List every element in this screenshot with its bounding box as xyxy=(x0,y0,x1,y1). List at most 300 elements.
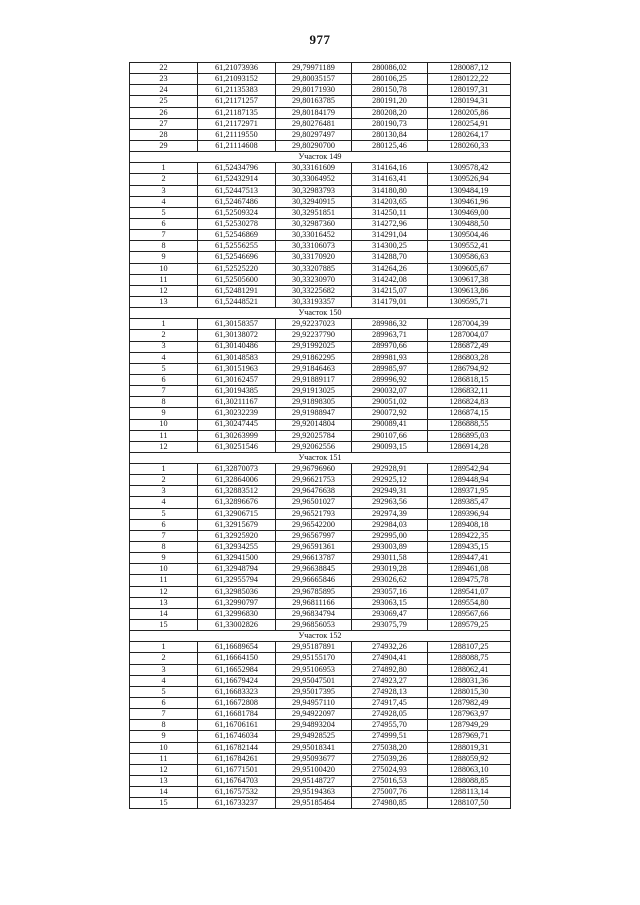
longitude-cell: 29,96638845 xyxy=(276,564,352,575)
latitude-cell: 61,21171257 xyxy=(198,96,276,107)
longitude-cell: 29,91898305 xyxy=(276,397,352,408)
point-number-cell: 3 xyxy=(130,664,198,675)
y-coordinate-cell: 1309504,46 xyxy=(428,230,511,241)
x-coordinate-cell: 293057,16 xyxy=(352,586,428,597)
point-number-cell: 13 xyxy=(130,296,198,307)
point-number-cell: 14 xyxy=(130,608,198,619)
longitude-cell: 30,32983793 xyxy=(276,185,352,196)
x-coordinate-cell: 293019,28 xyxy=(352,564,428,575)
longitude-cell: 29,96856053 xyxy=(276,620,352,631)
latitude-cell: 61,21114608 xyxy=(198,140,276,151)
latitude-cell: 61,21093152 xyxy=(198,74,276,85)
y-coordinate-cell: 1309461,96 xyxy=(428,196,511,207)
y-coordinate-cell: 1288019,31 xyxy=(428,742,511,753)
table-row xyxy=(130,163,511,174)
y-coordinate-cell: 1289475,78 xyxy=(428,575,511,586)
latitude-cell: 61,52448521 xyxy=(198,296,276,307)
y-coordinate-cell: 1288015,30 xyxy=(428,686,511,697)
latitude-cell: 61,32941500 xyxy=(198,553,276,564)
y-coordinate-cell: 1280260,33 xyxy=(428,140,511,151)
longitude-cell: 29,79971189 xyxy=(276,63,352,74)
point-number-cell: 28 xyxy=(130,129,198,140)
longitude-cell: 29,92237790 xyxy=(276,330,352,341)
y-coordinate-cell: 1288088,85 xyxy=(428,776,511,787)
point-number-cell: 9 xyxy=(130,731,198,742)
point-number-cell: 23 xyxy=(130,74,198,85)
table-row xyxy=(130,341,511,352)
longitude-cell: 30,33230970 xyxy=(276,274,352,285)
x-coordinate-cell: 293003,89 xyxy=(352,542,428,553)
x-coordinate-cell: 314288,70 xyxy=(352,252,428,263)
table-row xyxy=(130,497,511,508)
longitude-cell: 30,33064952 xyxy=(276,174,352,185)
point-number-cell: 15 xyxy=(130,620,198,631)
y-coordinate-cell: 1289448,94 xyxy=(428,475,511,486)
latitude-cell: 61,32915679 xyxy=(198,519,276,530)
point-number-cell: 5 xyxy=(130,508,198,519)
latitude-cell: 61,30162457 xyxy=(198,374,276,385)
longitude-cell: 29,92237023 xyxy=(276,319,352,330)
x-coordinate-cell: 280150,78 xyxy=(352,85,428,96)
latitude-cell: 61,16784261 xyxy=(198,753,276,764)
point-number-cell: 9 xyxy=(130,553,198,564)
longitude-cell: 30,33106073 xyxy=(276,241,352,252)
table-row xyxy=(130,475,511,486)
table-row xyxy=(130,96,511,107)
point-number-cell: 27 xyxy=(130,118,198,129)
longitude-cell: 29,91862295 xyxy=(276,352,352,363)
y-coordinate-cell: 1289385,47 xyxy=(428,497,511,508)
table-row xyxy=(130,241,511,252)
y-coordinate-cell: 1289447,41 xyxy=(428,553,511,564)
latitude-cell: 61,32990797 xyxy=(198,597,276,608)
longitude-cell: 29,91846463 xyxy=(276,363,352,374)
table-row xyxy=(130,196,511,207)
table-row xyxy=(130,553,511,564)
point-number-cell: 12 xyxy=(130,441,198,452)
y-coordinate-cell: 1286914,28 xyxy=(428,441,511,452)
point-number-cell: 26 xyxy=(130,107,198,118)
longitude-cell: 29,95194363 xyxy=(276,787,352,798)
table-row xyxy=(130,731,511,742)
latitude-cell: 61,21119550 xyxy=(198,129,276,140)
x-coordinate-cell: 314264,26 xyxy=(352,263,428,274)
x-coordinate-cell: 289996,92 xyxy=(352,374,428,385)
longitude-cell: 29,95106953 xyxy=(276,664,352,675)
y-coordinate-cell: 1286832,11 xyxy=(428,386,511,397)
point-number-cell: 4 xyxy=(130,497,198,508)
y-coordinate-cell: 1286872,49 xyxy=(428,341,511,352)
point-number-cell: 10 xyxy=(130,263,198,274)
table-row xyxy=(130,586,511,597)
table-row xyxy=(130,296,511,307)
longitude-cell: 29,92014804 xyxy=(276,419,352,430)
table-row xyxy=(130,675,511,686)
latitude-cell: 61,21073936 xyxy=(198,63,276,74)
section-header-row xyxy=(130,308,511,319)
latitude-cell: 61,32985036 xyxy=(198,586,276,597)
latitude-cell: 61,52546869 xyxy=(198,230,276,241)
y-coordinate-cell: 1289435,15 xyxy=(428,542,511,553)
point-number-cell: 12 xyxy=(130,764,198,775)
latitude-cell: 61,30140486 xyxy=(198,341,276,352)
x-coordinate-cell: 290107,66 xyxy=(352,430,428,441)
table-row xyxy=(130,107,511,118)
x-coordinate-cell: 280106,25 xyxy=(352,74,428,85)
point-number-cell: 6 xyxy=(130,519,198,530)
latitude-cell: 61,52505600 xyxy=(198,274,276,285)
table-row xyxy=(130,230,511,241)
point-number-cell: 8 xyxy=(130,720,198,731)
longitude-cell: 29,96521793 xyxy=(276,508,352,519)
table-row xyxy=(130,386,511,397)
table-row xyxy=(130,720,511,731)
latitude-cell: 61,16689654 xyxy=(198,642,276,653)
table-row xyxy=(130,218,511,229)
point-number-cell: 5 xyxy=(130,686,198,697)
latitude-cell: 61,32896676 xyxy=(198,497,276,508)
latitude-cell: 61,16746034 xyxy=(198,731,276,742)
latitude-cell: 61,16683323 xyxy=(198,686,276,697)
point-number-cell: 10 xyxy=(130,564,198,575)
section-title: Участок 149 xyxy=(130,152,511,163)
y-coordinate-cell: 1289422,35 xyxy=(428,530,511,541)
table-row xyxy=(130,486,511,497)
latitude-cell: 61,32906715 xyxy=(198,508,276,519)
y-coordinate-cell: 1309526,94 xyxy=(428,174,511,185)
longitude-cell: 29,95187891 xyxy=(276,642,352,653)
longitude-cell: 29,96834794 xyxy=(276,608,352,619)
table-row xyxy=(130,129,511,140)
longitude-cell: 29,95017395 xyxy=(276,686,352,697)
x-coordinate-cell: 274923,27 xyxy=(352,675,428,686)
y-coordinate-cell: 1309617,38 xyxy=(428,274,511,285)
point-number-cell: 11 xyxy=(130,753,198,764)
point-number-cell: 1 xyxy=(130,464,198,475)
point-number-cell: 6 xyxy=(130,218,198,229)
longitude-cell: 29,96796960 xyxy=(276,464,352,475)
longitude-cell: 30,33170920 xyxy=(276,252,352,263)
table-row xyxy=(130,709,511,720)
point-number-cell: 13 xyxy=(130,597,198,608)
table-row xyxy=(130,530,511,541)
point-number-cell: 7 xyxy=(130,530,198,541)
y-coordinate-cell: 1309613,86 xyxy=(428,285,511,296)
longitude-cell: 29,80297497 xyxy=(276,129,352,140)
longitude-cell: 29,92062556 xyxy=(276,441,352,452)
table-row xyxy=(130,274,511,285)
latitude-cell: 61,16706161 xyxy=(198,720,276,731)
x-coordinate-cell: 293026,62 xyxy=(352,575,428,586)
table-row xyxy=(130,664,511,675)
latitude-cell: 61,21172971 xyxy=(198,118,276,129)
table-row xyxy=(130,653,511,664)
latitude-cell: 61,30211167 xyxy=(198,397,276,408)
table-row xyxy=(130,575,511,586)
y-coordinate-cell: 1280194,31 xyxy=(428,96,511,107)
point-number-cell: 25 xyxy=(130,96,198,107)
table-row xyxy=(130,441,511,452)
longitude-cell: 30,33225682 xyxy=(276,285,352,296)
latitude-cell: 61,52556255 xyxy=(198,241,276,252)
coordinates-table xyxy=(129,62,511,809)
x-coordinate-cell: 275007,76 xyxy=(352,787,428,798)
latitude-cell: 61,32948794 xyxy=(198,564,276,575)
latitude-cell: 61,16652984 xyxy=(198,664,276,675)
latitude-cell: 61,30251546 xyxy=(198,441,276,452)
point-number-cell: 29 xyxy=(130,140,198,151)
point-number-cell: 11 xyxy=(130,430,198,441)
y-coordinate-cell: 1280205,86 xyxy=(428,107,511,118)
x-coordinate-cell: 292984,03 xyxy=(352,519,428,530)
y-coordinate-cell: 1286794,92 xyxy=(428,363,511,374)
y-coordinate-cell: 1309578,42 xyxy=(428,163,511,174)
point-number-cell: 12 xyxy=(130,586,198,597)
latitude-cell: 61,30138072 xyxy=(198,330,276,341)
x-coordinate-cell: 293075,79 xyxy=(352,620,428,631)
longitude-cell: 29,96567997 xyxy=(276,530,352,541)
point-number-cell: 7 xyxy=(130,230,198,241)
x-coordinate-cell: 274932,26 xyxy=(352,642,428,653)
y-coordinate-cell: 1280122,22 xyxy=(428,74,511,85)
y-coordinate-cell: 1280197,31 xyxy=(428,85,511,96)
x-coordinate-cell: 274892,80 xyxy=(352,664,428,675)
longitude-cell: 29,95155170 xyxy=(276,653,352,664)
x-coordinate-cell: 293069,47 xyxy=(352,608,428,619)
longitude-cell: 29,80290700 xyxy=(276,140,352,151)
longitude-cell: 30,33207885 xyxy=(276,263,352,274)
x-coordinate-cell: 314203,65 xyxy=(352,196,428,207)
point-number-cell: 2 xyxy=(130,174,198,185)
section-title: Участок 152 xyxy=(130,631,511,642)
table-row xyxy=(130,564,511,575)
x-coordinate-cell: 274999,51 xyxy=(352,731,428,742)
y-coordinate-cell: 1289371,95 xyxy=(428,486,511,497)
point-number-cell: 13 xyxy=(130,776,198,787)
table-row xyxy=(130,374,511,385)
latitude-cell: 61,52481291 xyxy=(198,285,276,296)
longitude-cell: 29,94928525 xyxy=(276,731,352,742)
latitude-cell: 61,52447513 xyxy=(198,185,276,196)
x-coordinate-cell: 275016,53 xyxy=(352,776,428,787)
x-coordinate-cell: 274917,45 xyxy=(352,698,428,709)
x-coordinate-cell: 314180,80 xyxy=(352,185,428,196)
longitude-cell: 30,33016452 xyxy=(276,230,352,241)
y-coordinate-cell: 1309605,67 xyxy=(428,263,511,274)
longitude-cell: 29,96811166 xyxy=(276,597,352,608)
point-number-cell: 8 xyxy=(130,542,198,553)
latitude-cell: 61,21187135 xyxy=(198,107,276,118)
longitude-cell: 29,95018341 xyxy=(276,742,352,753)
x-coordinate-cell: 289970,66 xyxy=(352,341,428,352)
point-number-cell: 3 xyxy=(130,486,198,497)
point-number-cell: 9 xyxy=(130,408,198,419)
table-row xyxy=(130,352,511,363)
y-coordinate-cell: 1288107,25 xyxy=(428,642,511,653)
table-row xyxy=(130,85,511,96)
y-coordinate-cell: 1289542,94 xyxy=(428,464,511,475)
longitude-cell: 29,96665846 xyxy=(276,575,352,586)
table-row xyxy=(130,597,511,608)
x-coordinate-cell: 274904,41 xyxy=(352,653,428,664)
table-row xyxy=(130,698,511,709)
table-row xyxy=(130,74,511,85)
x-coordinate-cell: 275024,93 xyxy=(352,764,428,775)
point-number-cell: 7 xyxy=(130,709,198,720)
latitude-cell: 61,32870073 xyxy=(198,464,276,475)
table-row xyxy=(130,118,511,129)
latitude-cell: 61,52509324 xyxy=(198,207,276,218)
x-coordinate-cell: 292963,56 xyxy=(352,497,428,508)
latitude-cell: 61,32883512 xyxy=(198,486,276,497)
longitude-cell: 29,91889117 xyxy=(276,374,352,385)
y-coordinate-cell: 1287963,97 xyxy=(428,709,511,720)
latitude-cell: 61,21135383 xyxy=(198,85,276,96)
table-row xyxy=(130,519,511,530)
y-coordinate-cell: 1289554,80 xyxy=(428,597,511,608)
x-coordinate-cell: 290051,02 xyxy=(352,397,428,408)
longitude-cell: 30,32951851 xyxy=(276,207,352,218)
longitude-cell: 29,96476638 xyxy=(276,486,352,497)
x-coordinate-cell: 289986,32 xyxy=(352,319,428,330)
y-coordinate-cell: 1288063,10 xyxy=(428,764,511,775)
latitude-cell: 61,52525220 xyxy=(198,263,276,274)
latitude-cell: 61,33002826 xyxy=(198,620,276,631)
longitude-cell: 29,80035157 xyxy=(276,74,352,85)
point-number-cell: 10 xyxy=(130,419,198,430)
x-coordinate-cell: 314215,07 xyxy=(352,285,428,296)
y-coordinate-cell: 1289461,08 xyxy=(428,564,511,575)
longitude-cell: 29,95185464 xyxy=(276,798,352,809)
table-row xyxy=(130,686,511,697)
latitude-cell: 61,30148583 xyxy=(198,352,276,363)
point-number-cell: 4 xyxy=(130,196,198,207)
point-number-cell: 11 xyxy=(130,274,198,285)
section-header-row xyxy=(130,452,511,463)
latitude-cell: 61,32955794 xyxy=(198,575,276,586)
table-row xyxy=(130,787,511,798)
y-coordinate-cell: 1286818,15 xyxy=(428,374,511,385)
latitude-cell: 61,16679424 xyxy=(198,675,276,686)
latitude-cell: 61,16757532 xyxy=(198,787,276,798)
x-coordinate-cell: 290072,92 xyxy=(352,408,428,419)
x-coordinate-cell: 314164,16 xyxy=(352,163,428,174)
x-coordinate-cell: 293063,15 xyxy=(352,597,428,608)
y-coordinate-cell: 1309469,00 xyxy=(428,207,511,218)
x-coordinate-cell: 280191,20 xyxy=(352,96,428,107)
x-coordinate-cell: 314300,25 xyxy=(352,241,428,252)
table-row xyxy=(130,642,511,653)
y-coordinate-cell: 1289567,66 xyxy=(428,608,511,619)
longitude-cell: 29,96591361 xyxy=(276,542,352,553)
table-row xyxy=(130,140,511,151)
table-row xyxy=(130,363,511,374)
x-coordinate-cell: 290032,07 xyxy=(352,386,428,397)
longitude-cell: 29,80276481 xyxy=(276,118,352,129)
x-coordinate-cell: 314291,04 xyxy=(352,230,428,241)
y-coordinate-cell: 1287949,29 xyxy=(428,720,511,731)
x-coordinate-cell: 292928,91 xyxy=(352,464,428,475)
longitude-cell: 29,91913025 xyxy=(276,386,352,397)
y-coordinate-cell: 1288031,36 xyxy=(428,675,511,686)
coordinates-table-body xyxy=(130,63,511,809)
x-coordinate-cell: 289985,97 xyxy=(352,363,428,374)
table-row xyxy=(130,798,511,809)
latitude-cell: 61,16664150 xyxy=(198,653,276,664)
section-header-row xyxy=(130,631,511,642)
y-coordinate-cell: 1286888,55 xyxy=(428,419,511,430)
point-number-cell: 5 xyxy=(130,207,198,218)
x-coordinate-cell: 274955,70 xyxy=(352,720,428,731)
point-number-cell: 4 xyxy=(130,675,198,686)
point-number-cell: 11 xyxy=(130,575,198,586)
x-coordinate-cell: 280086,02 xyxy=(352,63,428,74)
latitude-cell: 61,30247445 xyxy=(198,419,276,430)
point-number-cell: 8 xyxy=(130,241,198,252)
x-coordinate-cell: 274980,85 xyxy=(352,798,428,809)
x-coordinate-cell: 293011,58 xyxy=(352,553,428,564)
latitude-cell: 61,16782144 xyxy=(198,742,276,753)
point-number-cell: 24 xyxy=(130,85,198,96)
latitude-cell: 61,30151963 xyxy=(198,363,276,374)
y-coordinate-cell: 1288059,92 xyxy=(428,753,511,764)
latitude-cell: 61,52546696 xyxy=(198,252,276,263)
y-coordinate-cell: 1287969,71 xyxy=(428,731,511,742)
latitude-cell: 61,32864006 xyxy=(198,475,276,486)
table-row xyxy=(130,319,511,330)
longitude-cell: 29,94922097 xyxy=(276,709,352,720)
y-coordinate-cell: 1309552,41 xyxy=(428,241,511,252)
point-number-cell: 1 xyxy=(130,642,198,653)
latitude-cell: 61,32996830 xyxy=(198,608,276,619)
table-row xyxy=(130,753,511,764)
y-coordinate-cell: 1287004,39 xyxy=(428,319,511,330)
y-coordinate-cell: 1289579,25 xyxy=(428,620,511,631)
table-row xyxy=(130,263,511,274)
point-number-cell: 2 xyxy=(130,330,198,341)
table-row xyxy=(130,63,511,74)
latitude-cell: 61,16764703 xyxy=(198,776,276,787)
table-row xyxy=(130,620,511,631)
y-coordinate-cell: 1286874,15 xyxy=(428,408,511,419)
longitude-cell: 29,95093677 xyxy=(276,753,352,764)
table-row xyxy=(130,764,511,775)
point-number-cell: 3 xyxy=(130,185,198,196)
table-row xyxy=(130,776,511,787)
table-row xyxy=(130,285,511,296)
table-row xyxy=(130,419,511,430)
longitude-cell: 29,96542200 xyxy=(276,519,352,530)
x-coordinate-cell: 314272,96 xyxy=(352,218,428,229)
point-number-cell: 5 xyxy=(130,363,198,374)
table-row xyxy=(130,252,511,263)
x-coordinate-cell: 275039,26 xyxy=(352,753,428,764)
point-number-cell: 8 xyxy=(130,397,198,408)
x-coordinate-cell: 280190,73 xyxy=(352,118,428,129)
latitude-cell: 61,30158357 xyxy=(198,319,276,330)
y-coordinate-cell: 1309595,71 xyxy=(428,296,511,307)
x-coordinate-cell: 274928,05 xyxy=(352,709,428,720)
table-row xyxy=(130,608,511,619)
latitude-cell: 61,30263999 xyxy=(198,430,276,441)
latitude-cell: 61,16733237 xyxy=(198,798,276,809)
x-coordinate-cell: 314242,08 xyxy=(352,274,428,285)
longitude-cell: 29,95100420 xyxy=(276,764,352,775)
longitude-cell: 29,95148727 xyxy=(276,776,352,787)
point-number-cell: 1 xyxy=(130,163,198,174)
latitude-cell: 61,52432914 xyxy=(198,174,276,185)
longitude-cell: 30,32940915 xyxy=(276,196,352,207)
